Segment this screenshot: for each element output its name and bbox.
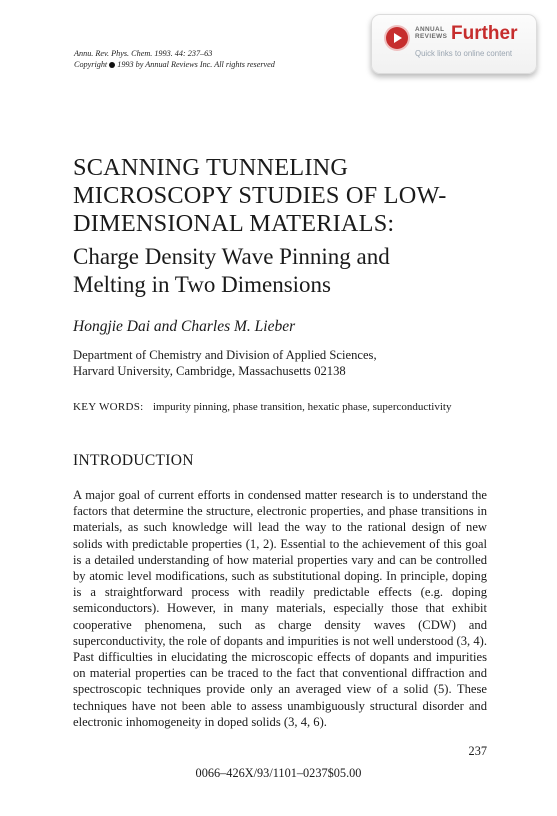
page-number: 237 [468,744,487,758]
title-line: MICROSCOPY STUDIES OF LOW- [73,182,447,209]
journal-citation [74,48,275,70]
affiliation [73,347,377,379]
keywords-text: impurity pinning, phase transition, hexatic phase, superconductivity [153,401,452,413]
play-triangle-icon [386,27,408,49]
keywords [73,400,487,414]
citation-line-1: Annu. Rev. Phys. Chem. 1993. 44: 237–63 [74,49,213,58]
subtitle-line: Charge Density Wave Pinning and [73,244,390,269]
section-heading: INTRODUCTION [73,452,194,469]
reviews-label: REVIEWS [415,33,448,40]
title-line: SCANNING TUNNELING [73,154,349,181]
article-subtitle [73,243,390,299]
annual-label: ANNUAL [415,26,445,33]
affiliation-line: Harvard University, Cambridge, Massachusetts 02138 [73,364,346,378]
article-title [73,154,447,238]
further-tagline: Quick links to online content [415,49,513,58]
intro-paragraph: A major goal of current efforts in condensed matter research is to understand the factors that determine the structure, electronic properties, and phase transitions in materials, as such knowledge will lead the way to the rational design of new solids with predictable properties (1, 2). Essential to the achievement of this goal is a detailed understanding of how material properties vary and can be controlled by atomic level modifications, such as substitutional doping. In principle, doping is a straightforward process with readily predictable effects (e.g. doping semiconductors). However, in many materials, especially those that exhibit cooperative phenomena, such as charge density waves (CDW) and superconductivity, the role of dopants and impurities is not well understood (3, 4). Past difficulties in elucidating the microscopic effects of dopants and impurities on material properties can be traced to the fact that conventional diffraction and spectroscopic techniques provide only an averaged view of a solid (5). These techniques have not been able to assess unambiguously structural disorder and electronic inhomogeneity in doped solids (3, 4, 6). [73,488,487,729]
affiliation-line: Department of Chemistry and Division of Applied Sciences, [73,348,377,362]
citation-line-2 [74,59,275,70]
copyright-label: Copyright [74,60,108,69]
further-word: Further [451,23,518,44]
keywords-label: KEY WORDS: [73,401,144,413]
copyright-bullet-icon [109,62,115,68]
annual-reviews-label [415,26,447,40]
authors: Hongjie Dai and Charles M. Lieber [73,318,296,335]
publication-code: 0066–426X/93/1101–0237$05.00 [195,766,362,780]
copyright-text: 1993 by Annual Reviews Inc. All rights reserved [117,60,275,69]
title-line: DIMENSIONAL MATERIALS: [73,210,395,237]
further-links-badge[interactable] [371,14,537,74]
subtitle-line: Melting in Two Dimensions [73,272,331,297]
